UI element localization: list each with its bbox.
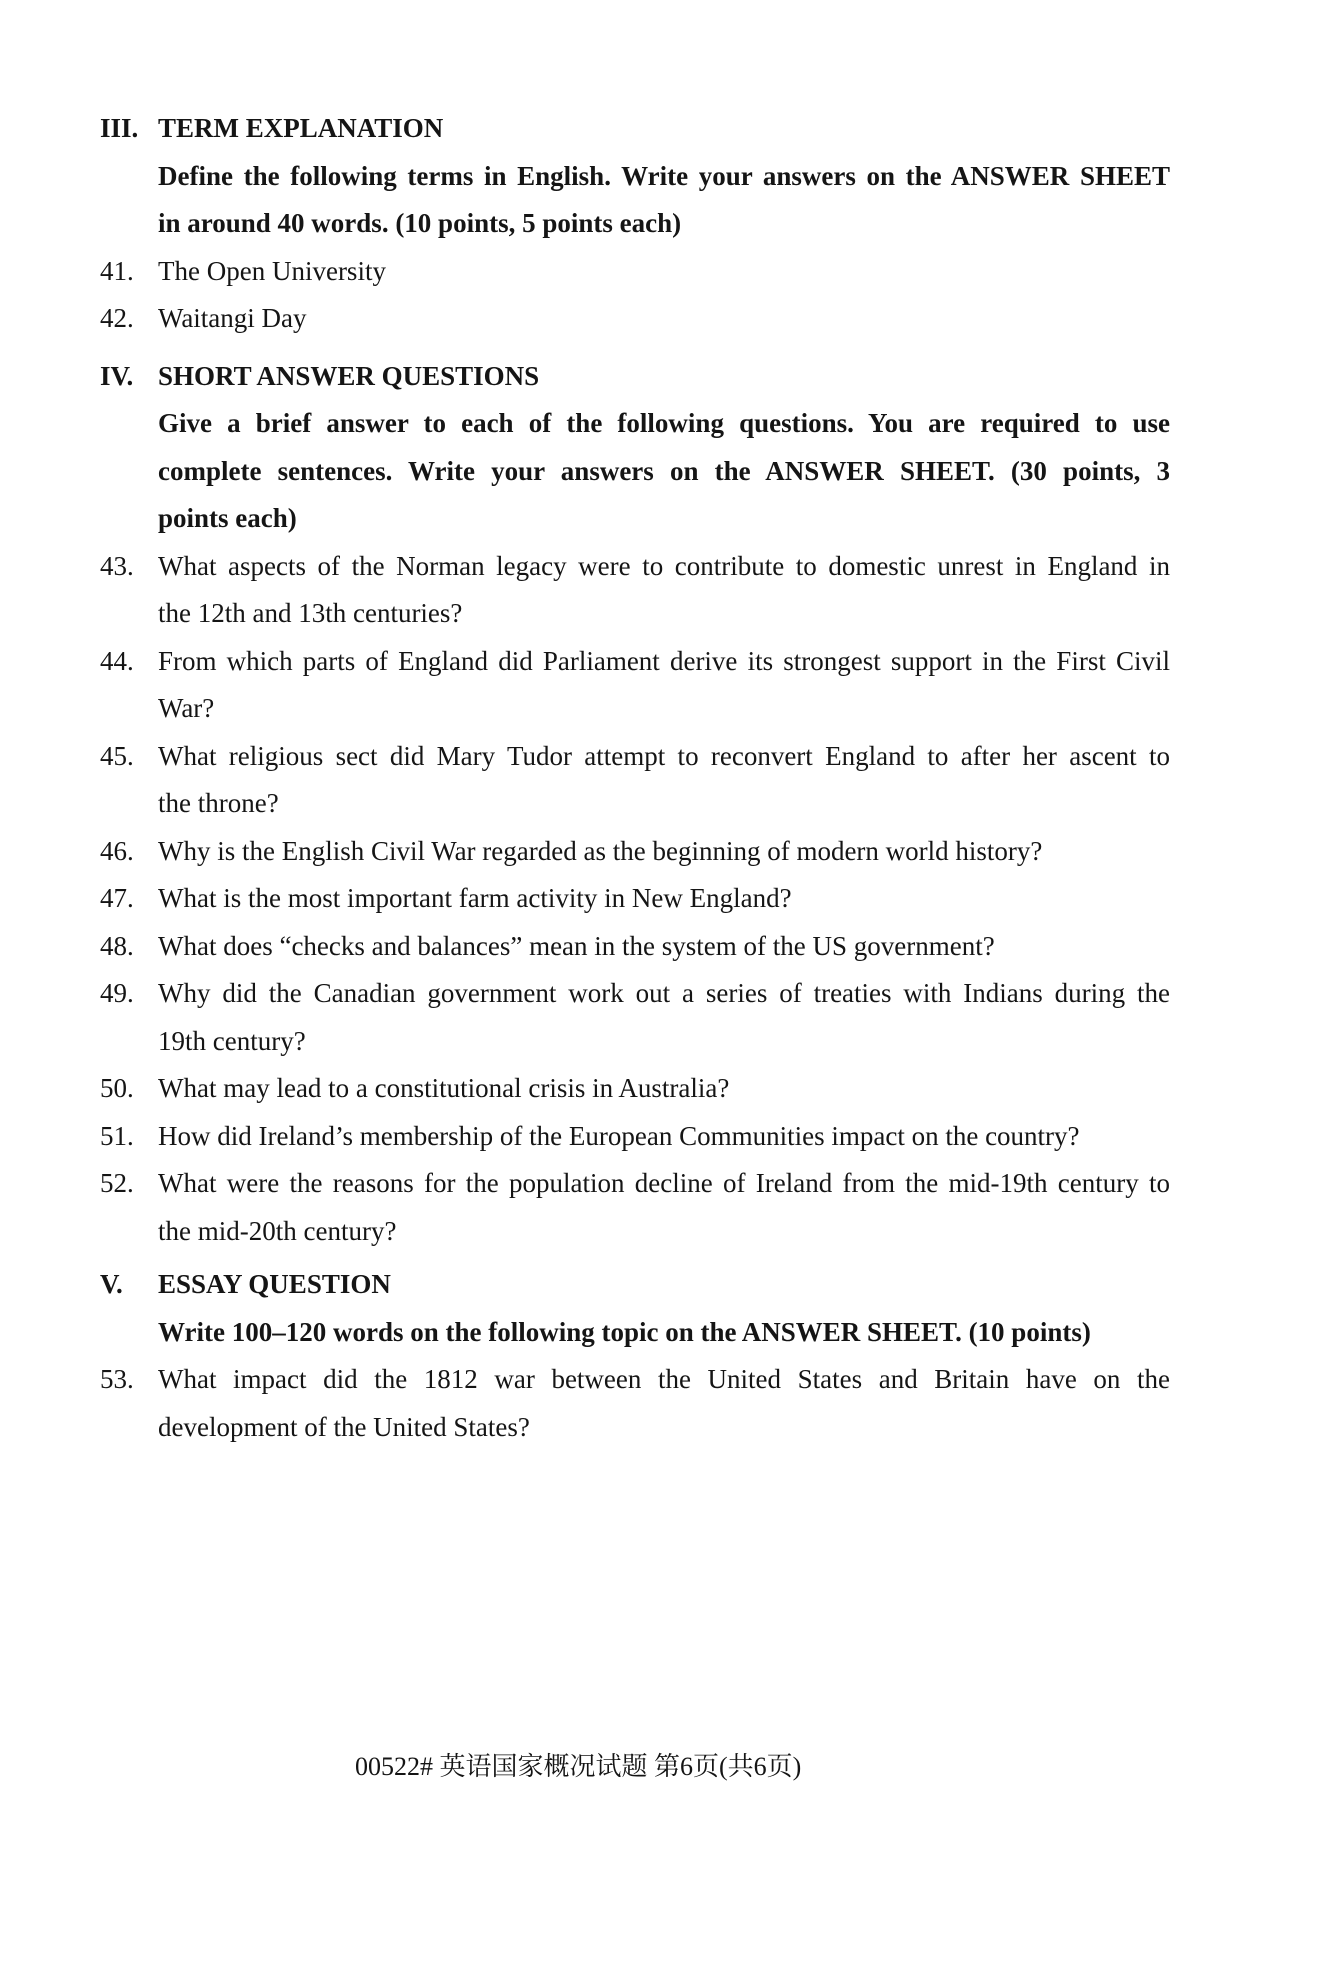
question-line: What aspects of the Norman legacy were to contribute to domestic unrest in England in (158, 550, 1170, 581)
question-row (100, 1356, 1326, 1404)
question-line: development of the United States? (158, 1411, 530, 1442)
instruction-row (100, 400, 1326, 448)
question-row (100, 1160, 1326, 1208)
question-row (100, 295, 1326, 343)
question-number: 50. (100, 1073, 134, 1103)
section-title: SHORT ANSWER QUESTIONS (158, 360, 540, 391)
instruction-row (100, 200, 1326, 248)
question-row (100, 248, 1326, 296)
question-number: 53. (100, 1364, 134, 1394)
section-term-explanation (100, 105, 1326, 343)
question-number: 44. (100, 645, 134, 676)
question-number: 46. (100, 835, 134, 866)
section-header-row (100, 353, 1326, 401)
spacer (100, 685, 158, 733)
spacer (100, 780, 158, 828)
instruction-line: Define the following terms in English. Write your answers on the ANSWER SHEET (158, 160, 1170, 191)
spacer (100, 590, 158, 638)
question-row (100, 923, 1326, 971)
section-numeral: IV. (100, 360, 134, 391)
question-row (100, 1065, 1326, 1113)
question-line: How did Ireland’s membership of the European Communities impact on the country? (158, 1120, 1080, 1151)
section-header-row (100, 105, 1326, 153)
instruction-row (100, 495, 1326, 543)
section-title: ESSAY QUESTION (158, 1269, 391, 1299)
instruction-line: in around 40 words. (10 points, 5 points each) (158, 208, 682, 238)
question-number: 49. (100, 978, 134, 1008)
question-number: 52. (100, 1168, 134, 1198)
question-number: 41. (100, 255, 134, 286)
question-row (100, 1404, 1326, 1452)
question-line: Why is the English Civil War regarded as the beginning of modern world history? (158, 835, 1043, 866)
question-line: War? (158, 693, 215, 723)
question-line: What were the reasons for the population decline of Ireland from the mid-19th century to (158, 1168, 1170, 1198)
question-line: the throne? (158, 788, 279, 818)
question-line: What impact did the 1812 war between the United States and Britain have on the (158, 1364, 1170, 1394)
spacer (100, 1404, 158, 1452)
question-line: the 12th and 13th centuries? (158, 598, 463, 628)
spacer (100, 495, 158, 543)
question-row (100, 828, 1326, 876)
instruction-line: Write 100–120 words on the following topic on the ANSWER SHEET. (10 points) (158, 1316, 1091, 1347)
section-short-answer-questions (100, 353, 1326, 1256)
question-row (100, 970, 1326, 1018)
question-number: 42. (100, 303, 134, 333)
question-row (100, 590, 1326, 638)
question-number: 48. (100, 930, 134, 961)
question-number: 51. (100, 1120, 134, 1151)
question-line: The Open University (158, 255, 386, 286)
instruction-row (100, 448, 1326, 496)
question-line: What religious sect did Mary Tudor attempt to reconvert England to after her ascent to (158, 740, 1170, 771)
question-line: Waitangi Day (158, 303, 307, 333)
question-row (100, 638, 1326, 686)
spacer (100, 448, 158, 496)
instruction-row (100, 1309, 1326, 1357)
spacer (100, 400, 158, 448)
question-line: From which parts of England did Parliament derive its strongest support in the First Civil (158, 645, 1170, 676)
question-line: Why did the Canadian government work out a series of treaties with Indians during the (158, 978, 1170, 1008)
question-row (100, 685, 1326, 733)
section-essay-question (100, 1261, 1326, 1451)
question-number: 45. (100, 740, 134, 771)
question-row (100, 1113, 1326, 1161)
spacer (100, 1309, 158, 1357)
question-row (100, 1208, 1326, 1256)
section-header-row (100, 1261, 1326, 1309)
section-title: TERM EXPLANATION (158, 113, 444, 143)
question-number: 43. (100, 550, 134, 581)
question-line: What is the most important farm activity in New England? (158, 883, 792, 913)
page-footer: 00522# 英语国家概况试题 第6页(共6页) (355, 1752, 802, 1781)
instruction-line: Give a brief answer to each of the following questions. You are required to use (158, 408, 1170, 438)
spacer (100, 200, 158, 248)
question-line: What may lead to a constitutional crisis in Australia? (158, 1073, 730, 1103)
spacer (100, 1208, 158, 1256)
question-line: What does “checks and balances” mean in the system of the US government? (158, 930, 995, 961)
question-row (100, 1018, 1326, 1066)
question-number: 47. (100, 883, 134, 913)
instruction-line: complete sentences. Write your answers on the ANSWER SHEET. (30 points, 3 (158, 455, 1170, 486)
section-numeral: III. (100, 113, 139, 143)
question-row (100, 780, 1326, 828)
question-line: the mid-20th century? (158, 1215, 397, 1246)
instruction-line: points each) (158, 503, 297, 533)
question-line: 19th century? (158, 1025, 306, 1056)
section-numeral: V. (100, 1269, 123, 1299)
instruction-row (100, 153, 1326, 201)
spacer (100, 1018, 158, 1066)
question-row (100, 543, 1326, 591)
spacer (100, 153, 158, 201)
question-row (100, 875, 1326, 923)
question-row (100, 733, 1326, 781)
